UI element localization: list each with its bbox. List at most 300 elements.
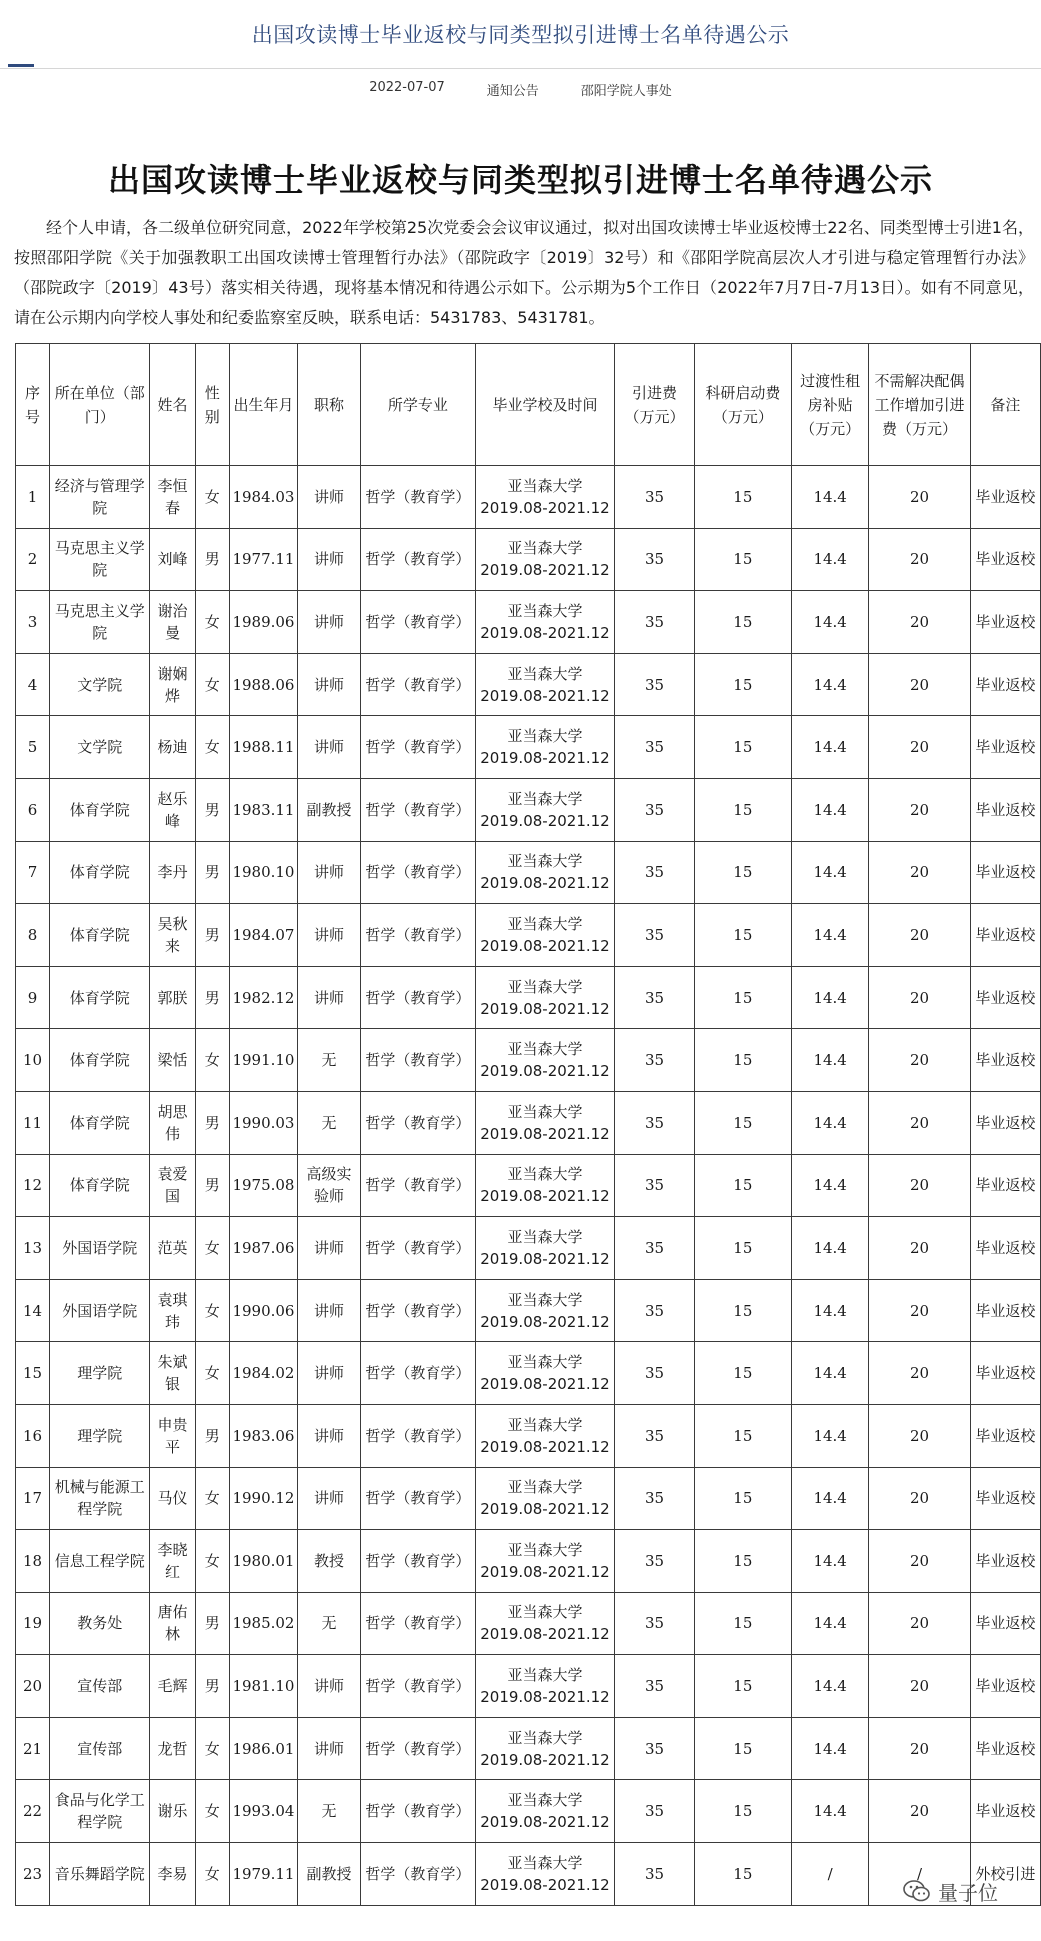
school-cell: 亚当森大学 2019.08-2021.12 (475, 841, 614, 904)
school-cell: 亚当森大学 2019.08-2021.12 (475, 1467, 614, 1530)
rent-subsidy-cell: 14.4 (791, 966, 868, 1029)
intro-fee-cell: 35 (615, 1217, 695, 1280)
gender-cell: 男 (195, 1592, 229, 1655)
gender-cell: 男 (195, 904, 229, 967)
spouse-fee-cell: 20 (869, 904, 970, 967)
column-header: 所在单位（部门） (50, 344, 150, 466)
name-cell: 马仪 (150, 1467, 195, 1530)
research-fee-cell: 15 (694, 841, 791, 904)
rent-subsidy-cell: 14.4 (791, 1029, 868, 1092)
major-cell: 哲学（教育学） (361, 1467, 476, 1530)
remark-cell: 毕业返校 (970, 716, 1040, 779)
birth-cell: 1988.11 (229, 716, 297, 779)
remark-cell: 外校引进 (970, 1843, 1040, 1906)
title-cell: 讲师 (298, 1717, 361, 1780)
rent-subsidy-cell: / (791, 1843, 868, 1906)
remark-cell: 毕业返校 (970, 1530, 1040, 1593)
name-cell: 唐佑林 (150, 1592, 195, 1655)
remark-cell: 毕业返校 (970, 1029, 1040, 1092)
unit-cell: 外国语学院 (50, 1217, 150, 1280)
intro-fee-cell: 35 (615, 1592, 695, 1655)
title-cell: 讲师 (298, 466, 361, 529)
remark-cell: 毕业返校 (970, 591, 1040, 654)
wechat-icon (902, 1876, 932, 1906)
birth-cell: 1991.10 (229, 1029, 297, 1092)
birth-cell: 1984.03 (229, 466, 297, 529)
row-index: 16 (16, 1404, 50, 1467)
research-fee-cell: 15 (694, 1780, 791, 1843)
spouse-fee-cell: 20 (869, 778, 970, 841)
gender-cell: 女 (195, 1717, 229, 1780)
header-accent-bar (8, 64, 34, 67)
remark-cell: 毕业返校 (970, 1091, 1040, 1154)
intro-fee-cell: 35 (615, 716, 695, 779)
unit-cell: 体育学院 (50, 1029, 150, 1092)
remark-cell: 毕业返校 (970, 966, 1040, 1029)
gender-cell: 女 (195, 1342, 229, 1405)
unit-cell: 理学院 (50, 1342, 150, 1405)
row-index: 23 (16, 1843, 50, 1906)
unit-cell: 宣传部 (50, 1655, 150, 1718)
remark-cell: 毕业返校 (970, 778, 1040, 841)
birth-cell: 1988.06 (229, 653, 297, 716)
school-cell: 亚当森大学 2019.08-2021.12 (475, 653, 614, 716)
unit-cell: 音乐舞蹈学院 (50, 1843, 150, 1906)
gender-cell: 女 (195, 1843, 229, 1906)
column-header: 毕业学校及时间 (475, 344, 614, 466)
gender-cell: 女 (195, 716, 229, 779)
school-cell: 亚当森大学 2019.08-2021.12 (475, 1843, 614, 1906)
major-cell: 哲学（教育学） (361, 1091, 476, 1154)
title-cell: 无 (298, 1592, 361, 1655)
intro-fee-cell: 35 (615, 591, 695, 654)
intro-fee-cell: 35 (615, 1467, 695, 1530)
table-row (16, 1530, 1041, 1593)
spouse-fee-cell: 20 (869, 1530, 970, 1593)
row-index: 19 (16, 1592, 50, 1655)
unit-cell: 外国语学院 (50, 1279, 150, 1342)
title-cell: 讲师 (298, 1404, 361, 1467)
name-cell: 谢治曼 (150, 591, 195, 654)
table-row (16, 1217, 1041, 1280)
birth-cell: 1980.01 (229, 1530, 297, 1593)
name-cell: 胡思伟 (150, 1091, 195, 1154)
rent-subsidy-cell: 14.4 (791, 653, 868, 716)
row-index: 7 (16, 841, 50, 904)
spouse-fee-cell: 20 (869, 1029, 970, 1092)
table-header-row (16, 344, 1041, 466)
title-cell: 讲师 (298, 1655, 361, 1718)
research-fee-cell: 15 (694, 1467, 791, 1530)
table-row (16, 653, 1041, 716)
row-index: 11 (16, 1091, 50, 1154)
name-cell: 谢乐 (150, 1780, 195, 1843)
intro-fee-cell: 35 (615, 1780, 695, 1843)
birth-cell: 1983.06 (229, 1404, 297, 1467)
row-index: 10 (16, 1029, 50, 1092)
table-row (16, 1404, 1041, 1467)
major-cell: 哲学（教育学） (361, 591, 476, 654)
row-index: 17 (16, 1467, 50, 1530)
row-index: 14 (16, 1279, 50, 1342)
title-cell: 无 (298, 1780, 361, 1843)
birth-cell: 1990.06 (229, 1279, 297, 1342)
table-row (16, 1029, 1041, 1092)
name-cell: 朱斌银 (150, 1342, 195, 1405)
row-index: 1 (16, 466, 50, 529)
gender-cell: 女 (195, 591, 229, 654)
unit-cell: 文学院 (50, 716, 150, 779)
remark-cell: 毕业返校 (970, 1154, 1040, 1217)
table-row (16, 1154, 1041, 1217)
name-cell: 李易 (150, 1843, 195, 1906)
intro-fee-cell: 35 (615, 1154, 695, 1217)
spouse-fee-cell: 20 (869, 1217, 970, 1280)
major-cell: 哲学（教育学） (361, 1780, 476, 1843)
publisher: 邵阳学院人事处 (580, 84, 672, 99)
rent-subsidy-cell: 14.4 (791, 1154, 868, 1217)
gender-cell: 男 (195, 841, 229, 904)
rent-subsidy-cell: 14.4 (791, 904, 868, 967)
research-fee-cell: 15 (694, 591, 791, 654)
spouse-fee-cell: 20 (869, 1279, 970, 1342)
major-cell: 哲学（教育学） (361, 1404, 476, 1467)
unit-cell: 体育学院 (50, 1091, 150, 1154)
birth-cell: 1986.01 (229, 1717, 297, 1780)
intro-fee-cell: 35 (615, 904, 695, 967)
column-header: 性别 (195, 344, 229, 466)
spouse-fee-cell: 20 (869, 1592, 970, 1655)
table-row (16, 1780, 1041, 1843)
birth-cell: 1975.08 (229, 1154, 297, 1217)
school-cell: 亚当森大学 2019.08-2021.12 (475, 1780, 614, 1843)
unit-cell: 理学院 (50, 1404, 150, 1467)
birth-cell: 1993.04 (229, 1780, 297, 1843)
birth-cell: 1990.12 (229, 1467, 297, 1530)
research-fee-cell: 15 (694, 1029, 791, 1092)
title-cell: 高级实验师 (298, 1154, 361, 1217)
table-row (16, 841, 1041, 904)
school-cell: 亚当森大学 2019.08-2021.12 (475, 1342, 614, 1405)
major-cell: 哲学（教育学） (361, 1655, 476, 1718)
spouse-fee-cell: / (869, 1843, 970, 1906)
row-index: 20 (16, 1655, 50, 1718)
row-index: 3 (16, 591, 50, 654)
major-cell: 哲学（教育学） (361, 716, 476, 779)
spouse-fee-cell: 20 (869, 1655, 970, 1718)
table-row (16, 1467, 1041, 1530)
remark-cell: 毕业返校 (970, 1217, 1040, 1280)
table-row (16, 466, 1041, 529)
major-cell: 哲学（教育学） (361, 904, 476, 967)
column-header: 序号 (16, 344, 50, 466)
spouse-fee-cell: 20 (869, 1154, 970, 1217)
title-cell: 讲师 (298, 841, 361, 904)
title-cell: 教授 (298, 1530, 361, 1593)
name-cell: 袁琪玮 (150, 1279, 195, 1342)
intro-fee-cell: 35 (615, 778, 695, 841)
remark-cell: 毕业返校 (970, 1717, 1040, 1780)
gender-cell: 男 (195, 1091, 229, 1154)
rent-subsidy-cell: 14.4 (791, 1404, 868, 1467)
gender-cell: 男 (195, 1154, 229, 1217)
intro-fee-cell: 35 (615, 966, 695, 1029)
spouse-fee-cell: 20 (869, 1342, 970, 1405)
rent-subsidy-cell: 14.4 (791, 1342, 868, 1405)
spouse-fee-cell: 20 (869, 1467, 970, 1530)
name-cell: 谢娴烨 (150, 653, 195, 716)
gender-cell: 女 (195, 1530, 229, 1593)
research-fee-cell: 15 (694, 716, 791, 779)
rent-subsidy-cell: 14.4 (791, 591, 868, 654)
intro-fee-cell: 35 (615, 653, 695, 716)
research-fee-cell: 15 (694, 904, 791, 967)
title-cell: 无 (298, 1029, 361, 1092)
header-divider (0, 68, 1041, 69)
remark-cell: 毕业返校 (970, 466, 1040, 529)
gender-cell: 男 (195, 528, 229, 591)
major-cell: 哲学（教育学） (361, 466, 476, 529)
row-index: 5 (16, 716, 50, 779)
research-fee-cell: 15 (694, 1592, 791, 1655)
spouse-fee-cell: 20 (869, 466, 970, 529)
birth-cell: 1982.12 (229, 966, 297, 1029)
major-cell: 哲学（教育学） (361, 653, 476, 716)
research-fee-cell: 15 (694, 528, 791, 591)
watermark-text: 量子位 (938, 1880, 998, 1905)
school-cell: 亚当森大学 2019.08-2021.12 (475, 1530, 614, 1593)
research-fee-cell: 15 (694, 1843, 791, 1906)
gender-cell: 女 (195, 1467, 229, 1530)
research-fee-cell: 15 (694, 1279, 791, 1342)
remark-cell: 毕业返校 (970, 841, 1040, 904)
research-fee-cell: 15 (694, 1217, 791, 1280)
research-fee-cell: 15 (694, 1530, 791, 1593)
name-cell: 吴秋来 (150, 904, 195, 967)
research-fee-cell: 15 (694, 966, 791, 1029)
school-cell: 亚当森大学 2019.08-2021.12 (475, 466, 614, 529)
intro-fee-cell: 35 (615, 1091, 695, 1154)
unit-cell: 文学院 (50, 653, 150, 716)
school-cell: 亚当森大学 2019.08-2021.12 (475, 1655, 614, 1718)
row-index: 22 (16, 1780, 50, 1843)
title-cell: 无 (298, 1091, 361, 1154)
category-link[interactable]: 通知公告 (486, 84, 539, 99)
rent-subsidy-cell: 14.4 (791, 1091, 868, 1154)
major-cell: 哲学（教育学） (361, 1029, 476, 1092)
unit-cell: 信息工程学院 (50, 1530, 150, 1593)
gender-cell: 男 (195, 966, 229, 1029)
research-fee-cell: 15 (694, 466, 791, 529)
remark-cell: 毕业返校 (970, 1592, 1040, 1655)
remark-cell: 毕业返校 (970, 1404, 1040, 1467)
unit-cell: 体育学院 (50, 778, 150, 841)
page-header-title: 出国攻读博士毕业返校与同类型拟引进博士名单待遇公示 (251, 23, 790, 47)
gender-cell: 女 (195, 1780, 229, 1843)
major-cell: 哲学（教育学） (361, 1530, 476, 1593)
column-header: 科研启动费（万元） (694, 344, 791, 466)
rent-subsidy-cell: 14.4 (791, 841, 868, 904)
gender-cell: 男 (195, 1655, 229, 1718)
gender-cell: 男 (195, 1404, 229, 1467)
rent-subsidy-cell: 14.4 (791, 778, 868, 841)
unit-cell: 教务处 (50, 1592, 150, 1655)
name-cell: 赵乐峰 (150, 778, 195, 841)
name-cell: 范英 (150, 1217, 195, 1280)
gender-cell: 女 (195, 653, 229, 716)
talent-list-table (15, 343, 1041, 1906)
unit-cell: 体育学院 (50, 904, 150, 967)
school-cell: 亚当森大学 2019.08-2021.12 (475, 1404, 614, 1467)
intro-fee-cell: 35 (615, 1655, 695, 1718)
intro-fee-cell: 35 (615, 1530, 695, 1593)
intro-fee-cell: 35 (615, 1342, 695, 1405)
name-cell: 申贵平 (150, 1404, 195, 1467)
title-cell: 讲师 (298, 716, 361, 779)
research-fee-cell: 15 (694, 1091, 791, 1154)
research-fee-cell: 15 (694, 778, 791, 841)
birth-cell: 1979.11 (229, 1843, 297, 1906)
remark-cell: 毕业返校 (970, 528, 1040, 591)
rent-subsidy-cell: 14.4 (791, 1717, 868, 1780)
spouse-fee-cell: 20 (869, 1717, 970, 1780)
column-header: 出生年月 (229, 344, 297, 466)
title-cell: 讲师 (298, 528, 361, 591)
unit-cell: 马克思主义学院 (50, 591, 150, 654)
table-row (16, 904, 1041, 967)
birth-cell: 1984.02 (229, 1342, 297, 1405)
spouse-fee-cell: 20 (869, 1404, 970, 1467)
row-index: 8 (16, 904, 50, 967)
unit-cell: 宣传部 (50, 1717, 150, 1780)
remark-cell: 毕业返校 (970, 653, 1040, 716)
row-index: 2 (16, 528, 50, 591)
title-cell: 讲师 (298, 966, 361, 1029)
school-cell: 亚当森大学 2019.08-2021.12 (475, 716, 614, 779)
school-cell: 亚当森大学 2019.08-2021.12 (475, 1279, 614, 1342)
name-cell: 李丹 (150, 841, 195, 904)
gender-cell: 女 (195, 1029, 229, 1092)
name-cell: 李晓红 (150, 1530, 195, 1593)
gender-cell: 男 (195, 778, 229, 841)
school-cell: 亚当森大学 2019.08-2021.12 (475, 1592, 614, 1655)
remark-cell: 毕业返校 (970, 1342, 1040, 1405)
table-row (16, 716, 1041, 779)
name-cell: 梁恬 (150, 1029, 195, 1092)
school-cell: 亚当森大学 2019.08-2021.12 (475, 1717, 614, 1780)
major-cell: 哲学（教育学） (361, 1154, 476, 1217)
school-cell: 亚当森大学 2019.08-2021.12 (475, 1029, 614, 1092)
name-cell: 龙哲 (150, 1717, 195, 1780)
birth-cell: 1981.10 (229, 1655, 297, 1718)
birth-cell: 1983.11 (229, 778, 297, 841)
school-cell: 亚当森大学 2019.08-2021.12 (475, 1154, 614, 1217)
table-row (16, 1843, 1041, 1906)
remark-cell: 毕业返校 (970, 1780, 1040, 1843)
rent-subsidy-cell: 14.4 (791, 1780, 868, 1843)
publish-date: 2022-07-07 (369, 80, 445, 95)
spouse-fee-cell: 20 (869, 841, 970, 904)
rent-subsidy-cell: 14.4 (791, 1592, 868, 1655)
unit-cell: 体育学院 (50, 841, 150, 904)
major-cell: 哲学（教育学） (361, 1279, 476, 1342)
birth-cell: 1990.03 (229, 1091, 297, 1154)
birth-cell: 1980.10 (229, 841, 297, 904)
column-header: 引进费（万元） (615, 344, 695, 466)
title-cell: 讲师 (298, 1217, 361, 1280)
school-cell: 亚当森大学 2019.08-2021.12 (475, 1091, 614, 1154)
unit-cell: 体育学院 (50, 1154, 150, 1217)
major-cell: 哲学（教育学） (361, 1843, 476, 1906)
name-cell: 李恒春 (150, 466, 195, 529)
school-cell: 亚当森大学 2019.08-2021.12 (475, 904, 614, 967)
rent-subsidy-cell: 14.4 (791, 466, 868, 529)
birth-cell: 1985.02 (229, 1592, 297, 1655)
research-fee-cell: 15 (694, 1655, 791, 1718)
school-cell: 亚当森大学 2019.08-2021.12 (475, 778, 614, 841)
remark-cell: 毕业返校 (970, 1655, 1040, 1718)
remark-cell: 毕业返校 (970, 1279, 1040, 1342)
table-row (16, 1342, 1041, 1405)
table-row (16, 591, 1041, 654)
title-cell: 副教授 (298, 1843, 361, 1906)
table-row (16, 966, 1041, 1029)
row-index: 4 (16, 653, 50, 716)
research-fee-cell: 15 (694, 1717, 791, 1780)
major-cell: 哲学（教育学） (361, 966, 476, 1029)
row-index: 15 (16, 1342, 50, 1405)
school-cell: 亚当森大学 2019.08-2021.12 (475, 591, 614, 654)
major-cell: 哲学（教育学） (361, 778, 476, 841)
research-fee-cell: 15 (694, 1404, 791, 1467)
intro-fee-cell: 35 (615, 1404, 695, 1467)
rent-subsidy-cell: 14.4 (791, 528, 868, 591)
birth-cell: 1984.07 (229, 904, 297, 967)
title-cell: 讲师 (298, 1279, 361, 1342)
title-cell: 副教授 (298, 778, 361, 841)
spouse-fee-cell: 20 (869, 966, 970, 1029)
name-cell: 杨迪 (150, 716, 195, 779)
row-index: 18 (16, 1530, 50, 1593)
rent-subsidy-cell: 14.4 (791, 1530, 868, 1593)
title-cell: 讲师 (298, 1467, 361, 1530)
article-intro: 经个人申请，各二级单位研究同意，2022年学校第25次党委会会议审议通过，拟对出国攻读博士毕业返校博士22名、同类型博士引进1名，按照邵阳学院《关于加强教职工出国攻读博士管理暂行办法》（邵院政字〔2019〕32号）和《邵阳学院高层次人才引进与稳定管理暂行办法》（邵院政字〔2019〕43号）落实相关待遇，现将基本情况和待遇公示如下。公示期为5个工作日（2022年7月7日-7月13日）。如有不同意见，请在公示期内向学校人事处和纪委监察室反映，联系电话：5431783、5431781。 (14, 218, 1034, 327)
rent-subsidy-cell: 14.4 (791, 1467, 868, 1530)
unit-cell: 体育学院 (50, 966, 150, 1029)
rent-subsidy-cell: 14.4 (791, 1217, 868, 1280)
unit-cell: 经济与管理学院 (50, 466, 150, 529)
unit-cell: 食品与化学工程学院 (50, 1780, 150, 1843)
watermark (902, 1874, 1034, 1908)
spouse-fee-cell: 20 (869, 1091, 970, 1154)
birth-cell: 1977.11 (229, 528, 297, 591)
school-cell: 亚当森大学 2019.08-2021.12 (475, 1217, 614, 1280)
title-cell: 讲师 (298, 1342, 361, 1405)
rent-subsidy-cell: 14.4 (791, 1279, 868, 1342)
name-cell: 郭朕 (150, 966, 195, 1029)
research-fee-cell: 15 (694, 653, 791, 716)
row-index: 6 (16, 778, 50, 841)
birth-cell: 1987.06 (229, 1217, 297, 1280)
title-cell: 讲师 (298, 904, 361, 967)
gender-cell: 女 (195, 1217, 229, 1280)
intro-fee-cell: 35 (615, 1029, 695, 1092)
table-body (16, 466, 1041, 1906)
major-cell: 哲学（教育学） (361, 841, 476, 904)
remark-cell: 毕业返校 (970, 904, 1040, 967)
research-fee-cell: 15 (694, 1342, 791, 1405)
title-cell: 讲师 (298, 591, 361, 654)
